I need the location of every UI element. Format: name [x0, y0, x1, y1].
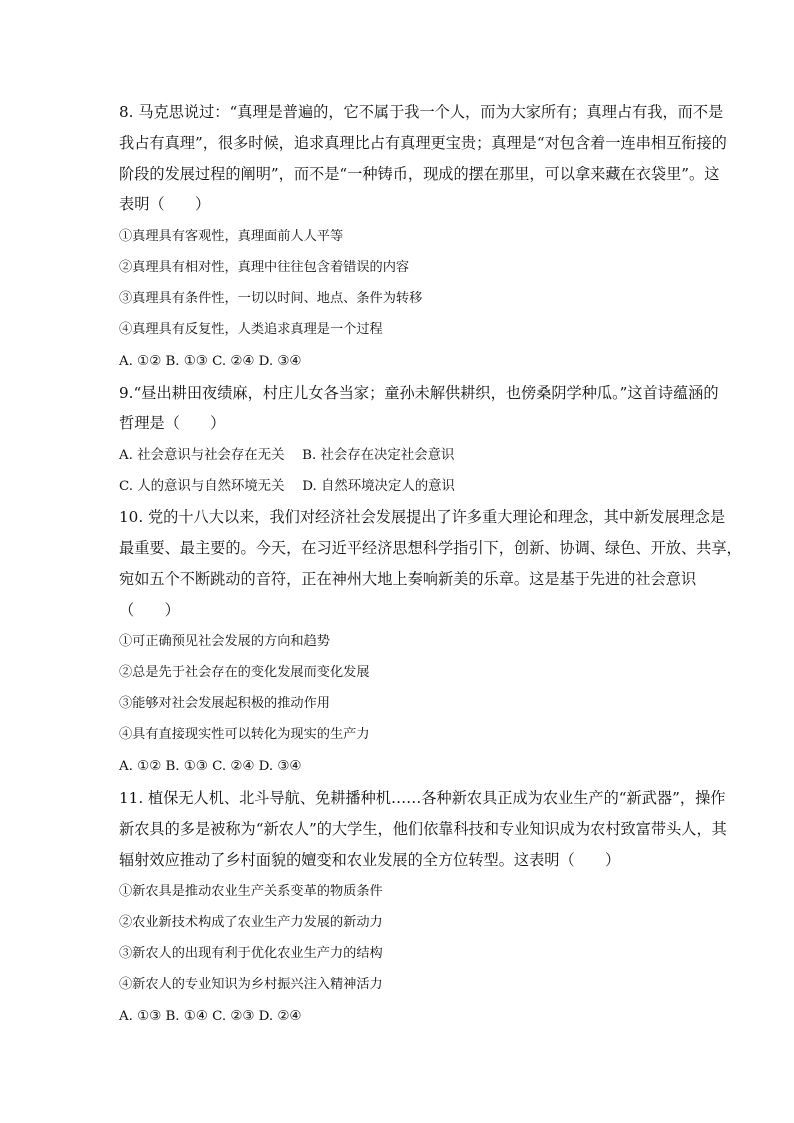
question-10-stem-line: （ ） — [119, 601, 180, 619]
question-10-stem-line: 宛如五个不断跳动的音符，正在神州大地上奏响新美的乐章。这是基于先进的社会意识 — [119, 570, 697, 588]
question-8-statement-1: ①真理具有客观性，真理面前人人平等 — [119, 229, 344, 244]
question-8-stem-line: 阶段的发展过程的阐明”，而不是“一种铸币，现成的摆在那里，可以拿来藏在衣袋里”。这 — [119, 165, 720, 183]
question-10-statement-4: ④具有直接现实性可以转化为现实的生产力 — [119, 727, 370, 742]
question-8-answer-choices: A. ①② B. ①③ C. ②④ D. ③④ — [119, 354, 302, 369]
question-9-stem-line: 哲理是（ ） — [119, 414, 226, 432]
question-11-statement-2: ②农业新技术构成了农业生产力发展的新动力 — [119, 915, 383, 930]
question-11-statement-4: ④新农人的专业知识为乡村振兴注入精神活力 — [119, 977, 383, 992]
question-11-stem-line: 辐射效应推动了乡村面貌的嬗变和农业发展的全方位转型。这表明（ ） — [119, 851, 621, 869]
question-10-statement-3: ③能够对社会发展起积极的推动作用 — [119, 696, 330, 711]
question-10-statement-1: ①可正确预见社会发展的方向和趋势 — [119, 634, 330, 649]
question-10-stem-line: 最重要、最主要的。今天，在习近平经济思想科学指引下，创新、协调、绿色、开放、共享， — [119, 539, 742, 557]
question-10-stem-line: 10. 党的十八大以来，我们对经济社会发展提出了许多重大理论和理念，其中新发展理念是 — [119, 508, 726, 526]
question-8-statement-3: ③真理具有条件性，一切以时间、地点、条件为转移 — [119, 291, 423, 306]
question-11-stem-line: 11. 植保无人机、北斗导航、免耕播种机……各种新农具正成为农业生产的“新武器”，操作 — [119, 789, 726, 807]
question-9-answer-choices: C. 人的意识与自然环境无关 D. 自然环境决定人的意识 — [119, 479, 455, 494]
question-8-stem-line: 8. 马克思说过：“真理是普遍的，它不属于我一个人，而为大家所有；真理占有我，而不是 — [119, 103, 724, 121]
question-11-answer-choices: A. ①③ B. ①④ C. ②③ D. ②④ — [119, 1009, 302, 1024]
question-11-statement-3: ③新农人的出现有利于优化农业生产力的结构 — [119, 946, 383, 961]
question-8-statement-2: ②真理具有相对性，真理中往往包含着错误的内容 — [119, 260, 410, 275]
question-9-answer-choices: A. 社会意识与社会存在无关 B. 社会存在决定社会意识 — [119, 448, 455, 463]
question-8-statement-4: ④真理具有反复性，人类追求真理是一个过程 — [119, 322, 383, 337]
question-10-statement-2: ②总是先于社会存在的变化发展而变化发展 — [119, 665, 370, 680]
question-8-stem-line: 表明（ ） — [119, 195, 211, 213]
question-8-stem-line: 我占有真理”，很多时候，追求真理比占有真理更宝贵；真理是“对包含着一连串相互衔接的 — [119, 134, 727, 152]
question-11-statement-1: ①新农具是推动农业生产关系变革的物质条件 — [119, 884, 383, 899]
question-11-stem-line: 新农具的多是被称为“新农人”的大学生，他们依靠科技和专业知识成为农村致富带头人，其 — [119, 820, 727, 838]
question-9-stem-line: 9.“昼出耕田夜绩麻，村庄儿女各当家；童孙未解供耕织，也傍桑阴学种瓜。”这首诗蕴涵的 — [119, 384, 719, 402]
question-10-answer-choices: A. ①② B. ①③ C. ②④ D. ③④ — [119, 759, 302, 774]
